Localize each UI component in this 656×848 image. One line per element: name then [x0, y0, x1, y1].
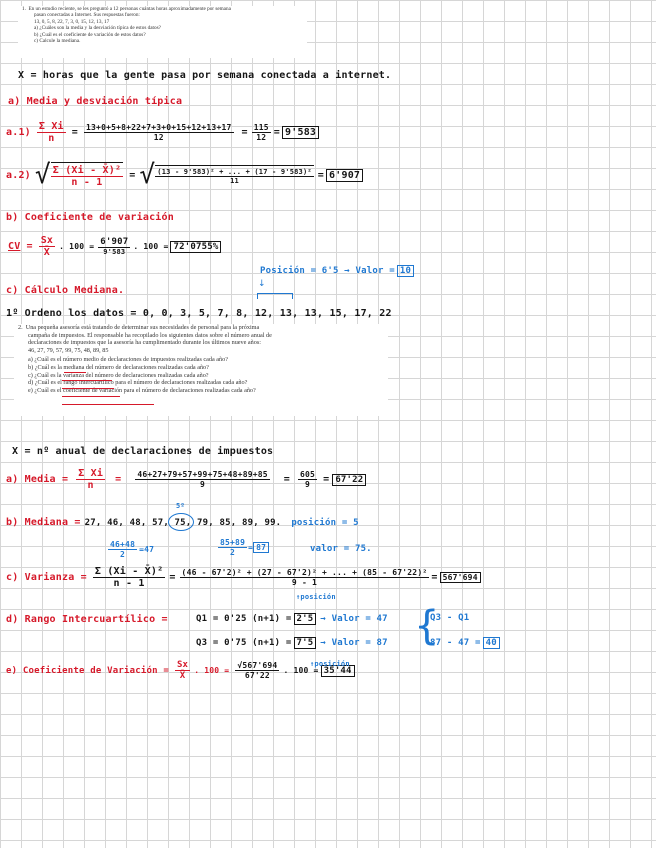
s2-e-mult2: . 100 =: [283, 666, 319, 675]
s2-b-q3-num: 85+89: [220, 538, 246, 547]
solution-1-b-row: [8, 235, 221, 258]
s2-a-sum-fraction: [135, 470, 269, 489]
a1-total-den: 12: [256, 133, 267, 142]
s2-c-expr: (46 - 67'2)² + (27 - 67'2)² + ... + (85 - 67'22)²: [181, 568, 428, 577]
s2-b-q3-den: 2: [230, 548, 236, 557]
s2-c-result: 567'694: [440, 572, 481, 583]
s2-c-den: n - 1: [113, 578, 145, 589]
c-bracket: [257, 293, 293, 299]
b-mult-2: . 100 =: [133, 242, 169, 251]
a1-result: 9'583: [282, 126, 319, 139]
a2-expression-fraction: [155, 165, 314, 185]
a1-sum-fraction: [84, 123, 233, 142]
s2-b-label: b) Mediana =: [6, 517, 81, 528]
s2-e-num: Sx: [176, 660, 189, 670]
s2-d-q3-row: [196, 637, 388, 649]
exercise-1-line-1: En un estudio reciente, se les preguntó a 12 personas cuántas horas aproximadamente por semana: [28, 6, 231, 12]
exercise-2-question-c: c) ¿Cuál es la varianza del número de declaraciones realizadas cada año?: [28, 371, 209, 379]
solution-2-c-row: [6, 566, 481, 589]
exercise-1-question-a: a) ¿Cuáles son la media y la desviación típica de estos datos?: [34, 25, 161, 32]
a2-n-minus-1: 11: [230, 177, 239, 185]
s2-a-sum: 46+27+79+57+99+75+48+89+85: [137, 470, 268, 479]
s2-d-q3: Q3 = 0'75 (n+1) =: [196, 638, 292, 648]
a1-equals-2: =: [241, 127, 248, 138]
s2-d-label: d) Rango Intercuartílico =: [6, 614, 168, 625]
a1-equals: =: [71, 127, 79, 138]
s2-d-q1-val: → Valor = 47: [320, 614, 388, 624]
s2-d-rhs1: Q3 - Q1: [430, 613, 470, 623]
s2-d-rhs2-row: [430, 637, 500, 649]
s2-a-fraction: [76, 468, 105, 491]
solution-1-c-order: 1º Ordeno los datos = 0, 0, 3, 5, 7, 8, 12, 13, 13, 15, 17, 22: [6, 308, 392, 319]
s2-c-den2: 9 - 1: [291, 578, 317, 587]
s2-b-circle: [168, 513, 194, 531]
s2-b-q1-fraction: [108, 540, 137, 559]
exercise-1-number: 1.: [22, 6, 26, 12]
exercise-2-question-d: d) ¿Cuál es el rango intercuartílico para el número de declaraciones realizadas cada año?: [28, 379, 248, 387]
s2-a-eq3: =: [323, 474, 330, 485]
highlight-strike-3: [62, 388, 114, 389]
a1-n: 12: [153, 133, 164, 142]
s2-e-sqrt: √567'694: [237, 661, 278, 670]
b-equals: =: [26, 241, 33, 252]
b-value-fraction: [98, 237, 130, 256]
s2-e-label: e) Coeficiente de Variación =: [6, 665, 169, 676]
exercise-2-statement: [14, 324, 388, 416]
b-denominator: X̄: [43, 247, 51, 258]
exercise-2-question-a: a) ¿Cuál es el número medio de declaraciones de impuestos realizadas cada año?: [28, 356, 228, 364]
highlight-strike-5: [62, 404, 154, 405]
s2-a-label: a) Media =: [6, 474, 69, 485]
s2-d-rhs2: 87 - 47 =: [430, 638, 481, 648]
s2-e-mult: . 100 =: [194, 666, 230, 675]
s2-a-total-fraction: [298, 470, 317, 489]
a2-result: 6'907: [326, 169, 363, 182]
a1-total-fraction: [252, 123, 271, 142]
s2-c-fraction: [93, 566, 165, 589]
s2-b-q1-num: 46+48: [110, 540, 136, 549]
s2-c-expr-fraction: [180, 568, 430, 587]
s2-c-eq2: =: [431, 572, 438, 583]
exercise-2-line-3: declaraciones de impuestos que la asesoría ha cumplimentado durante los últimos nueve años:: [28, 339, 261, 347]
solution-1-a-title: a) Media y desviación típica: [8, 96, 183, 107]
s2-d-q1: Q1 = 0'25 (n+1) =: [196, 614, 292, 624]
a1-label: a.1): [6, 127, 31, 138]
s2-a-eq: =: [115, 474, 122, 485]
s2-a-n: 9: [200, 480, 206, 489]
s2-b-q3-calc: $\frac{85+89}{2}$ = 87: [218, 538, 269, 557]
s2-b-sorted: 27, 46, 48, 57, 75, 79, 85, 89, 99.: [84, 517, 282, 528]
solution-2-e-row: [6, 660, 355, 681]
solution-2-variable: X = nº anual de declaraciones de impuestos: [12, 446, 274, 457]
a2-label: a.2): [6, 169, 31, 181]
s2-c-eq: =: [169, 572, 176, 583]
c-annotation-text: Posición = 6'5 → Valor =: [260, 266, 395, 276]
s2-e-result: 35'44: [321, 665, 355, 677]
solution-1-variable: X = horas que la gente pasa por semana conectada a internet.: [18, 70, 392, 81]
exercise-2-data: 46, 27, 79, 57, 99, 75, 48, 89, 85: [28, 346, 109, 354]
exercise-2-number: 2.: [18, 324, 23, 331]
s2-d-position-annot: ↑posición: [296, 593, 336, 601]
c-down-arrow-icon: ↓: [258, 279, 266, 289]
solution-2-a-row: [6, 468, 366, 491]
exercise-2-question-e: e) ¿Cuál es el coeficiente de variación para el número de declaraciones realizadas cada año?: [28, 386, 256, 394]
s2-a-result: 67'22: [332, 474, 366, 486]
s2-a-num: Σ Xi: [78, 468, 104, 479]
s2-d-q3-val: → Valor = 87: [320, 638, 388, 648]
a2-denominator: n - 1: [71, 177, 103, 188]
a2-equals: =: [129, 169, 136, 181]
s2-d-q3-pos: 7'5: [294, 637, 317, 649]
a2-numerator: Σ (Xi - X̄)²: [52, 165, 122, 176]
s2-b-q3-result: 87: [253, 542, 269, 553]
highlight-strike-2: [62, 380, 112, 381]
s2-e-den: X̄: [179, 671, 186, 681]
exercise-1-line-2: pasan conectadas a Internet. Sus respuestas fueron:: [34, 12, 140, 19]
a1-numerator: Σ Xi: [38, 121, 64, 132]
b-value-num: 6'907: [100, 237, 129, 247]
s2-b-q1-calc: [108, 540, 154, 559]
a2-fraction: [51, 162, 123, 188]
c-median-annotation: [260, 265, 414, 277]
s2-a-eq2: =: [283, 474, 291, 485]
b-cv: CV: [8, 241, 21, 252]
solution-1-a1-row: a.1) $\frac{\text{Σ Xi}}{n}$ = $\frac{13+0+5+8+22+7+3+0+15+12+13+17}{12}$ = $\frac{115}{12}$ = 9'583: [6, 121, 319, 144]
highlight-strike-4: [62, 396, 120, 397]
exercise-1-statement: [18, 6, 307, 58]
s2-b-q1-result: =47: [139, 545, 155, 554]
s2-e-value-fraction: [235, 661, 279, 680]
s2-d-q1-pos: 2'5: [294, 613, 317, 625]
s2-b-mark: 5º: [176, 502, 185, 510]
a1-sum: 13+0+5+8+22+7+3+0+15+12+13+17: [86, 123, 232, 132]
b-numerator: Sx: [40, 235, 54, 246]
a2-expression: (13 - 9'583)² + ... + (17 - 9'583)²: [157, 168, 312, 176]
exercise-2-line-1: Una pequeña asesoría está tratando de determinar sus necesidades de personal para la próxima: [25, 324, 260, 331]
exercise-1-data: 13, 0, 5, 8, 22, 7, 3, 0, 15, 12, 13, 17: [34, 18, 110, 25]
b-fraction: [39, 235, 55, 258]
s2-b-q1-den: 2: [120, 550, 126, 559]
s2-e-den2: 67'22: [244, 671, 270, 680]
s2-b-position: posición = 5: [291, 517, 359, 528]
b-result: 72'0755%: [170, 241, 221, 253]
s2-b-value: valor = 75.: [310, 544, 372, 554]
s2-d-result: 40: [483, 637, 500, 649]
b-value-den: 9'583: [103, 248, 126, 256]
s2-c-num: Σ (Xi - X̄)²: [94, 566, 164, 577]
s2-e-fraction: [175, 660, 190, 681]
solution-1-b-title: b) Coeficiente de variación: [6, 212, 174, 223]
exercise-2-question-b: b) ¿Cuál es la mediana del número de declaraciones realizadas cada año?: [28, 363, 209, 371]
exercise-1-question-c: c) Calcule la mediana.: [34, 38, 81, 45]
s2-b-q3-fraction: [218, 538, 247, 557]
s2-a-total-den: 9: [305, 480, 311, 489]
s2-e-position-annot: ↑posición: [310, 660, 350, 668]
s2-d-q1-row: [196, 613, 388, 625]
s2-c-label: c) Varianza =: [6, 572, 87, 583]
s2-a-den: n: [87, 480, 94, 491]
c-annotation-result: 10: [397, 265, 414, 277]
a1-denominator: n: [48, 133, 55, 144]
highlight-strike-1: [64, 372, 86, 373]
exercise-1-question-b: b) ¿Cuál es el coeficiente de variación de estos datos?: [34, 31, 146, 38]
s2-a-total-num: 605: [300, 470, 316, 479]
solution-1-c-title: c) Cálculo Mediana.: [6, 285, 125, 296]
b-mult: . 100 =: [59, 242, 95, 251]
solution-1-a2-row: a.2) √ $\frac{\text{Σ (Xi - X̄)²}}{n - 1}$ = √ $\frac{\text{(13 - 9'583)² + ... + (17 - 9'583)²}}{11}$ = 6'907: [6, 162, 363, 188]
s2-d-brace: {: [414, 603, 440, 649]
a1-fraction: [37, 121, 66, 144]
a1-total-num: 115: [253, 123, 269, 132]
exercise-2-line-2: campaña de impuestos. El responsable ha recopilado los siguientes datos sobre el número anual de: [28, 331, 272, 339]
